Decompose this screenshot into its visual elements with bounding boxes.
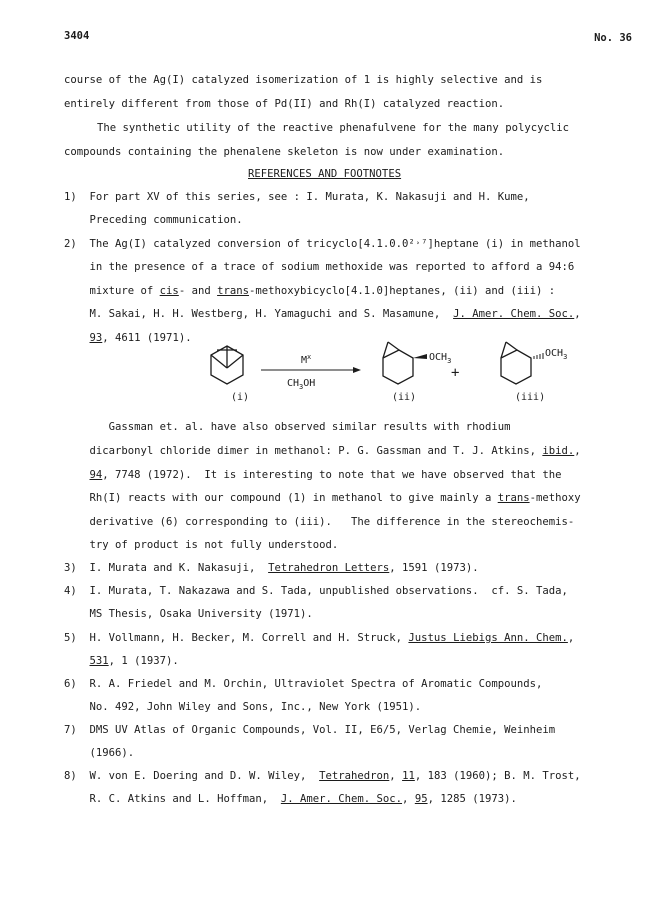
reference-text: , — [402, 793, 415, 805]
reference-line — [64, 468, 562, 482]
reference-emphasis: Justus Liebigs Ann. Chem. — [408, 632, 568, 644]
reference-emphasis: Tetrahedron Letters — [268, 562, 390, 574]
reference-text: 6) R. A. Friedel and M. Orchin, Ultraviolet Spectra of Aromatic Compounds, — [64, 678, 543, 690]
reference-line — [64, 792, 517, 806]
body-line: The synthetic utility of the reactive phenafulvene for the many polycyclic — [97, 122, 569, 134]
reference-text: try of product is not fully understood. — [64, 539, 339, 551]
reference-line — [64, 260, 574, 274]
reference-text: , 1 (1937). — [108, 655, 179, 667]
reference-text: derivative (6) corresponding to (iii). The difference in the stereochemis- — [64, 516, 575, 528]
reference-text: , — [574, 308, 581, 320]
reference-text: No. 492, John Wiley and Sons, Inc., New York (1951). — [64, 701, 422, 713]
reaction-scheme — [205, 340, 615, 410]
reference-line — [64, 444, 581, 458]
methoxy-iii: $OCH_3$ — [545, 348, 568, 361]
reference-line — [64, 654, 179, 668]
references-heading: REFERENCES AND FOOTNOTES — [248, 168, 402, 180]
reference-text: 3) I. Murata and K. Nakasuji, — [64, 562, 269, 574]
reference-text: 4) I. Murata, T. Nakazawa and S. Tada, unpublished observations. cf. S. Tada, — [64, 585, 568, 597]
reference-text: dicarbonyl chloride dimer in methanol: P. G. Gassman and T. J. Atkins, — [64, 445, 543, 457]
reference-text: , 183 (1960); B. M. Trost, — [414, 770, 581, 782]
reference-line — [64, 307, 581, 321]
reference-line — [64, 677, 542, 691]
body-line: compounds containing the phenalene skeleton is now under examination. — [64, 146, 505, 158]
reference-text: , — [574, 445, 581, 457]
reference-text — [64, 469, 90, 481]
reference-emphasis: trans — [497, 492, 530, 504]
compound-iii-structure — [501, 342, 531, 384]
reference-text: R. C. Atkins and L. Hoffman, — [64, 793, 281, 805]
reference-text: MS Thesis, Osaka University (1971). — [64, 608, 313, 620]
reference-text: -methoxybicyclo[4.1.0]heptanes, (ii) and (iii) : — [248, 285, 556, 297]
reference-text: -methoxy — [529, 492, 581, 504]
page-number: 3404 — [64, 30, 90, 42]
reference-text: 8) W. von E. Doering and D. W. Wiley, — [64, 770, 320, 782]
reference-text: , 4611 (1971). — [102, 332, 192, 344]
wedge-bond-ii — [413, 354, 427, 359]
reference-text: (1966). — [64, 747, 135, 759]
reference-line — [64, 700, 421, 714]
reference-line — [64, 723, 555, 737]
reference-emphasis: 93 — [89, 332, 103, 344]
reference-line — [64, 584, 568, 598]
reference-line — [64, 515, 574, 529]
reference-line — [64, 213, 243, 227]
reference-text: , — [567, 632, 575, 644]
reference-line — [64, 561, 479, 575]
reference-text: 2) The Ag(I) catalyzed conversion of tricyclo[4.1.0.0²˒⁷]heptane (i) in methanol — [64, 238, 581, 250]
issue-number: No. 36 — [594, 32, 632, 44]
label-iii: (iii) — [515, 392, 546, 403]
reference-emphasis: trans — [217, 285, 249, 297]
compound-i-structure — [211, 346, 243, 384]
reference-emphasis: 94 — [89, 469, 103, 481]
reference-text: , 7748 (1972). It is interesting to note that we have observed that the — [102, 469, 562, 481]
label-i: (i) — [231, 392, 250, 403]
reference-line — [64, 420, 510, 434]
reference-text: mixture of — [64, 285, 160, 297]
reference-text: , 1591 (1973). — [389, 562, 479, 574]
reference-line — [64, 331, 192, 345]
reference-emphasis: J. Amer. Chem. Soc. — [280, 793, 403, 805]
reference-emphasis: J. Amer. Chem. Soc. — [453, 308, 575, 320]
reference-line — [64, 284, 555, 298]
reference-emphasis: Tetrahedron — [319, 770, 390, 782]
reference-line — [64, 538, 338, 552]
reference-text: Rh(I) reacts with our compound (1) in methanol to give mainly a — [64, 492, 498, 504]
reaction-arrow — [261, 367, 361, 373]
label-ii: (ii) — [392, 392, 417, 403]
reference-text: Preceding communication. — [64, 214, 243, 226]
reagent-solvent: $CH_3OH$ — [287, 378, 316, 391]
reference-line — [64, 190, 530, 204]
reference-emphasis: ibid. — [542, 445, 575, 457]
reference-line — [64, 491, 581, 505]
reference-text: , 1285 (1973). — [427, 793, 517, 805]
compound-ii-structure — [383, 342, 413, 384]
reference-text — [64, 332, 90, 344]
reference-emphasis: 95 — [414, 793, 428, 805]
reference-text: Gassman et. al. have also observed similar results with rhodium — [64, 421, 511, 433]
reference-emphasis: 11 — [402, 770, 415, 782]
body-line: entirely different from those of Pd(II) and Rh(I) catalyzed reaction. — [64, 98, 505, 110]
reference-text: 5) H. Vollmann, H. Becker, M. Correll and H. Struck, — [64, 632, 409, 644]
reference-line — [64, 746, 134, 760]
reference-text: , — [389, 770, 403, 782]
reference-emphasis: cis — [159, 285, 179, 297]
body-line: course of the Ag(I) catalyzed isomerization of 1 is highly selective and is — [64, 74, 543, 86]
hashed-bond-iii — [534, 353, 543, 359]
reference-text: 1) For part XV of this series, see : I. Murata, K. Nakasuji and H. Kume, — [64, 191, 530, 203]
reference-line — [64, 607, 313, 621]
reference-text — [64, 655, 90, 667]
reference-text: - and — [178, 285, 218, 297]
reference-text: in the presence of a trace of sodium methoxide was reported to afford a 94:6 — [64, 261, 575, 273]
reagent-metal: $M^x$ — [301, 353, 312, 366]
reference-text: M. Sakai, H. H. Westberg, H. Yamaguchi and S. Masamune, — [64, 308, 454, 320]
reference-text: 7) DMS UV Atlas of Organic Compounds, Vol. II, E6/5, Verlag Chemie, Weinheim — [64, 724, 556, 736]
reference-line — [64, 631, 574, 645]
reference-emphasis: 531 — [89, 655, 109, 667]
reference-line — [64, 237, 581, 251]
plus-sign: + — [451, 365, 460, 381]
reference-line — [64, 769, 581, 783]
methoxy-ii: $OCH_3$ — [429, 352, 452, 365]
